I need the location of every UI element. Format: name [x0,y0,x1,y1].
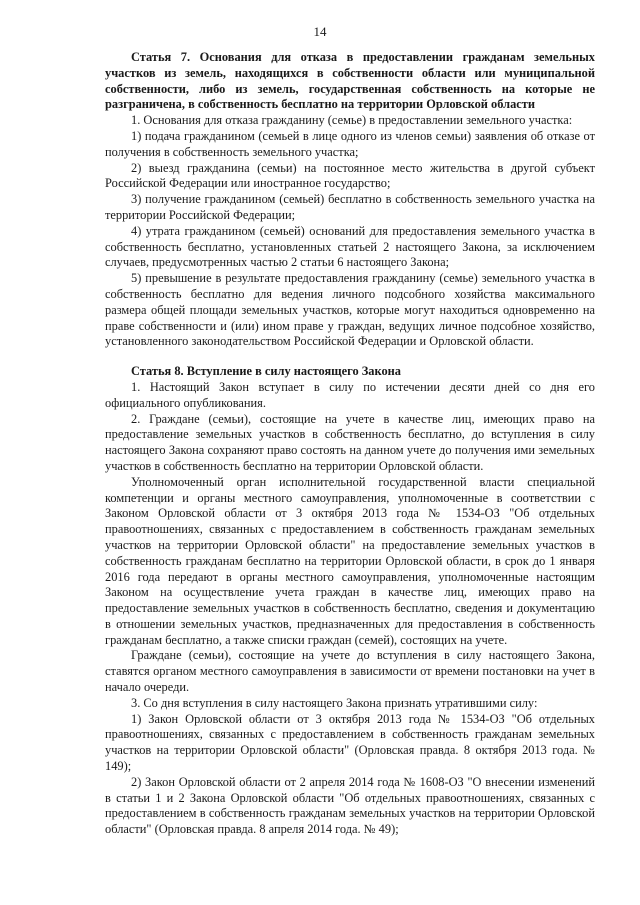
article-8-paragraph: 2) Закон Орловской области от 2 апреля 2014 года № 1608-ОЗ "О внесении изменений в статьи 1 и 2 Закона Орловской области "Об отдельных правоотношениях, связанных с предоставлением в собственность гражданам земельных участков на территории Орловской области" (Орловская правда. 8 апреля 2014 года. № 49); [105,774,595,837]
article-8-heading: Статья 8. Вступление в силу настоящего Закона [131,364,401,379]
article-8-paragraph: Граждане (семьи), состоящие на учете до вступления в силу настоящего Закона, ставятся органом местного самоуправления в зависимости от времени постановки на учет в начало очереди. [105,648,595,695]
section-spacer [105,350,595,364]
article-7-paragraph: 4) утрата гражданином (семьей) оснований для предоставления земельного участка в собственность бесплатно, установленных статьей 2 настоящего Закона, за исключением случаев, предусмотренных частью 2 статьи 6 настоящего Закона; [105,223,595,270]
article-8-paragraph: 3. Со дня вступления в силу настоящего Закона признать утратившими силу: [131,695,538,710]
article-7-paragraph: 2) выезд гражданина (семьи) на постоянное место жительства в другой субъект Российской Федерации или иностранное государство; [105,160,595,191]
article-8-paragraph: 1) Закон Орловской области от 3 октября 2013 года № 1534-ОЗ "Об отдельных правоотношениях, связанных с предоставлением в собственность гражданам земельных участков на территории Орловской области" (Орловская правда. 8 октября 2013 года. № 149); [105,711,595,774]
article-8-paragraph: 2. Граждане (семьи), состоящие на учете в качестве лиц, имеющих право на предоставление земельных участков в собственность бесплатно, до вступления в силу настоящего Закона сохраняют право состоять на данном учете до получения ими земельных участков в собственность бесплатно на территории Орловской области. [105,411,595,473]
article-7-paragraph: 1. Основания для отказа гражданину (семье) в предоставлении земельного участка: [131,113,573,128]
article-7-paragraph: 5) превышение в результате предоставления гражданину (семье) земельного участка в собственность бесплатно для ведения личного подсобного хозяйства максимального размера общей площади земельных участков, которые могут находиться одновременно на праве собственности и (или) ином праве у граждан, ведущих личное подсобное хозяйство, установленного законодательством Российской Федерации и Орловской области. [105,271,595,349]
article-7-paragraph: 1) подача гражданином (семьей в лице одного из членов семьи) заявления об отказе от получения в собственность земельного участка; [105,128,595,159]
document-body [105,50,595,838]
article-7-paragraph: 3) получение гражданином (семьей) бесплатно в собственность земельного участка на территории Российской Федерации; [105,192,595,222]
page-number: 14 [313,24,327,39]
article-8-paragraph: 1. Настоящий Закон вступает в силу по истечении десяти дней со дня его официального опубликования. [105,379,595,410]
article-7-heading: Статья 7. Основания для отказа в предоставлении гражданам земельных участков из земель, находящихся в собственности области или муниципальной собственности, либо из земель, государственная собственность на которые не разграничена, в собственность бесплатно на территории Орловской области [105,50,595,112]
article-8-paragraph: Уполномоченный орган исполнительной государственной власти специальной компетенции и органы местного самоуправления, уполномоченные в соответствии с Законом Орловской области от 3 октября 2013 года № 1534-ОЗ "Об отдельных правоотношениях, связанных с предоставлением в собственность гражданам земельных участков на территории Орловской области" на предоставление земельных участков в собственность гражданам бесплатно на территории Орловской области, в срок до 1 января 2016 года передают в органы местного самоуправления, уполномоченные настоящим Законом на осуществление учета граждан в качестве лиц, имеющих право на предоставление земельных участков в собственность бесплатно, сведения и документацию в отношении земельных участков, предназначенных для предоставления в собственность гражданам бесплатно, а также списки граждан (семей), состоящих на учете. [105,474,595,647]
